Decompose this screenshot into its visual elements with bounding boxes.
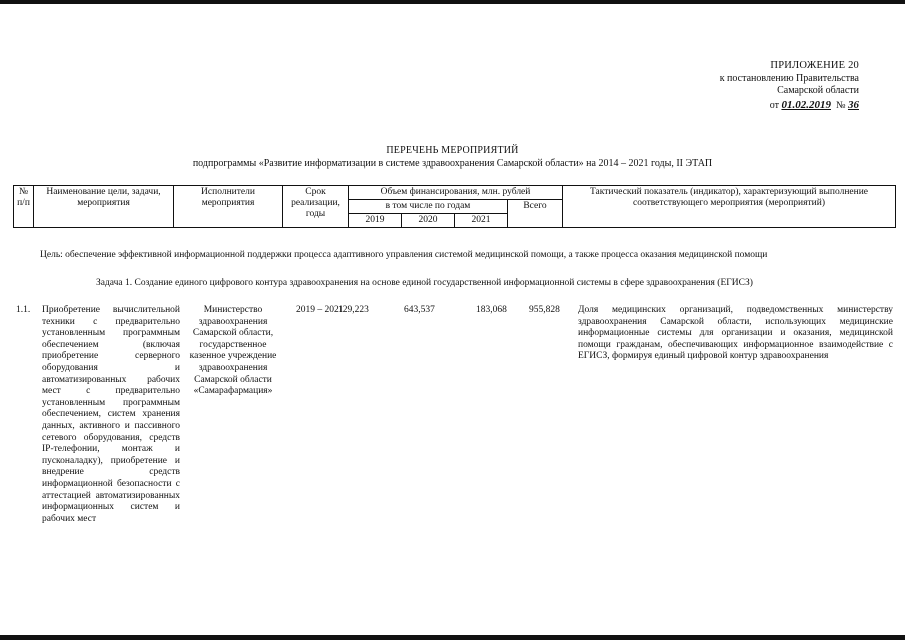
- appendix-line-2: к постановлению Правительства: [719, 72, 859, 84]
- header-term: Срок реализации, годы: [283, 186, 349, 228]
- header-table: [13, 185, 896, 228]
- header-by-years: в том числе по годам: [349, 200, 508, 214]
- number-value: 36: [848, 98, 859, 111]
- date-prefix: от: [769, 99, 779, 111]
- item-term: 2019 – 2021: [296, 305, 344, 315]
- document-subtitle: подпрограммы «Развитие информатизации в системе здравоохранения Самарской области» на 2014 – 2021 годы, II ЭТАП: [192, 158, 713, 169]
- header-executors: Исполнители мероприятия: [174, 186, 283, 228]
- task-text: Задача 1. Создание единого цифрового контура здравоохранения на основе единой государственной информационной системы в сфере здравоохранения (ЕГИСЗ): [96, 278, 753, 288]
- header-funding: Объем финансирования, млн. рублей: [349, 186, 563, 200]
- item-total: 955,828: [529, 305, 560, 315]
- item-name: Приобретение вычислительной техники с предварительно установленным программным обеспечением (включая приобретение серверного оборудования и автоматизированных рабочих мест с предварительно установленным программным обеспечением, систем хранения данных, активного и пассивного сетевого оборудования, средств IP-телефонии, монтаж и пусконаладку), приобретение и внедрение средств информационной безопасности с аттестацией автоматизированных информационных систем и рабочих мест: [42, 305, 180, 524]
- item-value-2020: 643,537: [404, 305, 435, 315]
- date-value: 01.02.2019: [781, 98, 831, 111]
- bottom-scan-border: [0, 635, 905, 640]
- appendix-block: [720, 60, 859, 112]
- document-title: ПЕРЕЧЕНЬ МЕРОПРИЯТИЙ: [386, 145, 519, 156]
- header-total: Всего: [508, 200, 563, 228]
- header-year-2019: 2019: [349, 214, 402, 228]
- header-num: № п/п: [14, 186, 34, 228]
- header-year-2021: 2021: [455, 214, 508, 228]
- top-scan-border: [0, 0, 905, 4]
- goal-text: Цель: обеспечение эффективной информационной поддержки процесса адаптивного управления системой медицинской помощи, а также процесса оказания медицинской помощи: [40, 250, 768, 260]
- appendix-title: ПРИЛОЖЕНИЕ 20: [770, 60, 859, 71]
- header-name: Наименование цели, задачи, мероприятия: [34, 186, 174, 228]
- item-value-2021: 183,068: [476, 305, 507, 315]
- appendix-line-3: Самарской области: [777, 85, 859, 96]
- item-indicator: Доля медицинских организаций, подведомственных министерству здравоохранения Самарской области, использующих медицинские информационные системы для организации и оказания, медицинской помощи гражданам, обеспечивающих информационное взаимодействие с ЕГИСЗ, формируя единый цифровой контур здравоохранения: [578, 305, 893, 362]
- item-value-2019: 129,223: [338, 305, 369, 315]
- item-number: 1.1.: [16, 305, 31, 315]
- header-indicator: Тактический показатель (индикатор), характеризующий выполнение соответствующего мероприятия (мероприятий): [563, 186, 896, 228]
- item-executors: Министерство здравоохранения Самарской области, государственное казенное учреждение здравоохранения Самарской области «Самарафармация»: [189, 305, 277, 397]
- appendix-date-line: [720, 99, 859, 113]
- header-year-2020: 2020: [402, 214, 455, 228]
- number-prefix: №: [835, 99, 846, 111]
